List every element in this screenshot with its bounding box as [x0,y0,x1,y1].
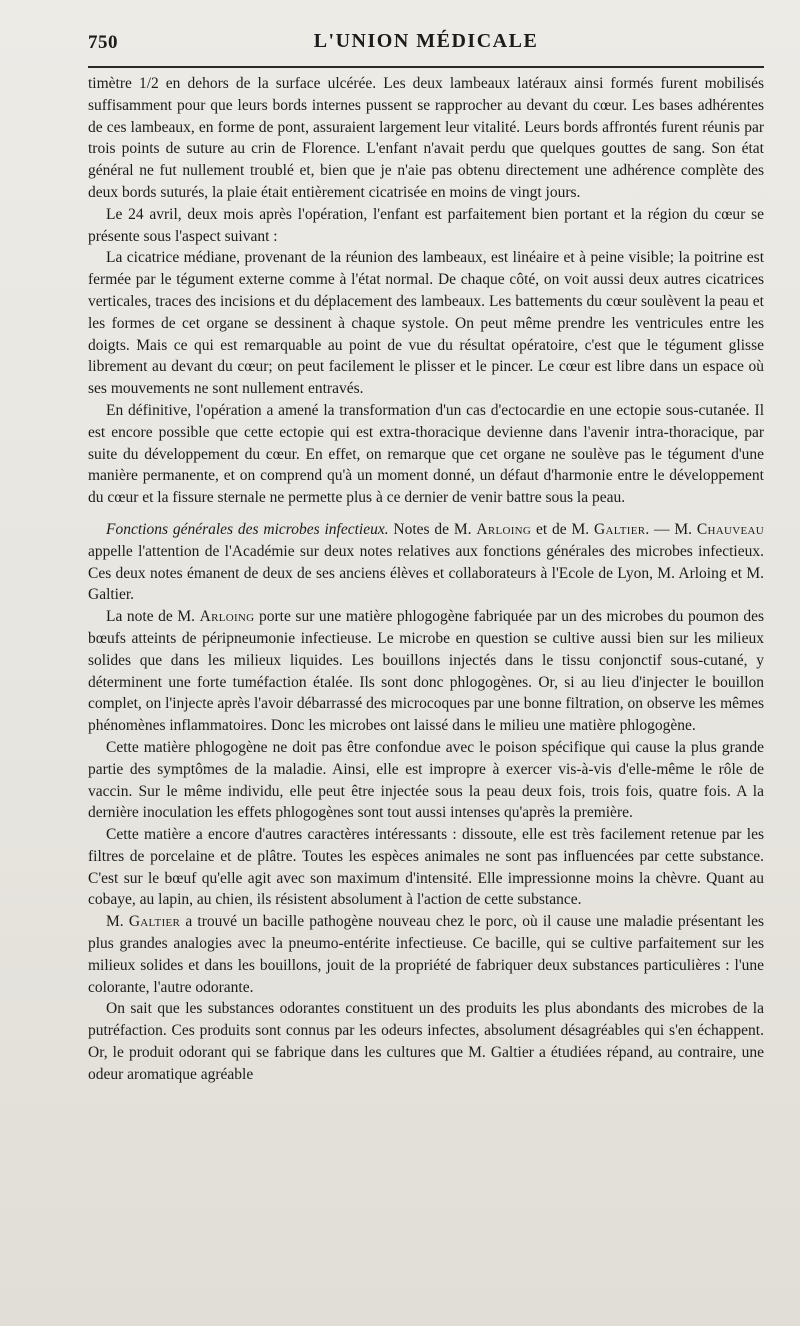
author-name: Galtier [128,913,181,931]
text-run: porte sur une matière phlogogène fabriquée par un des microbes du poumon des bœufs atteints de péripneumonie infectieuse. Le microbe en question se cultive aussi bien sur les milieux solides que dans les milieux liquides. Les bouillons injectés dans le tissu conjonctif sous-cutané, y déterminent une forte tuméfaction étalée. Ils sont donc phlogogènes. Or, si au lieu d'injecter le bouillon complet, on l'injecte après l'avoir débarrassé des microcoques par une bonne filtration, on observe les mêmes phénomènes inflammatoires. Donc les microbes ont laissé dans le milieu une matière phlogogène. [88,608,764,735]
page-header [88,26,764,60]
paragraph: timètre 1/2 en dehors de la surface ulcérée. Les deux lambeaux latéraux ainsi formés furent mobilisés suffisamment pour que leurs bords internes pussent se rapprocher au devant du cœur. Les bases adhérentes de ces lambeaux, en forme de pont, assuraient largement leur vitalité. Leurs bords affrontés furent réunis par trois points de suture au crin de Florence. L'enfant n'avait perdu que quelques gouttes de sang. Son état général ne fut nullement troublé et, bien que je n'aie pas obtenu directement une adhérence complète des deux bords suturés, la plaie était entièrement cicatrisée en moins de vingt jours. [88,75,764,201]
text-run: et de M. [531,520,594,538]
paragraph: La cicatrice médiane, provenant de la réunion des lambeaux, est linéaire et à peine visible; la poitrine est fermée par le tégument externe comme à l'état normal. De chaque côté, on voit aussi deux autres cicatrices verticales, traces des incisions et du déplacement des lambeaux. Les battements du cœur soulèvent la peau et les formes de cet organe se dessinent à chaque systole. On peut même prendre les ventricules entre les doigts. Mais ce qui est remarquable au point de vue du résultat opératoire, c'est que le tégument glisse librement au devant du cœur; on peut facilement le plisser et le pincer. Le cœur est libre dans un espace où ses mouvements ne sont nullement entravés. [88,249,764,398]
author-name: Chauveau [696,520,764,538]
author-name: Arloing [476,520,532,538]
article-body [88,73,764,1086]
author-name: Galtier [593,520,646,538]
header-rule [88,66,764,68]
paragraph: Cette matière phlogogène ne doit pas être confondue avec le poison spécifique qui cause la plus grande partie des symptômes de la maladie. Ainsi, elle est impropre à exercer vis-à-vis d'elle-même le rôle de vaccin. Sur le même individu, elle peut être injectée sous la peau deux fois, trois fois, quatre fois. A la dernière inoculation les effets phlogogènes sont tout aussi intenses qu'après la première. [88,738,764,822]
paragraph: En définitive, l'opération a amené la transformation d'un cas d'ectocardie en une ectopie sous-cutanée. Il est encore possible que cette ectopie qui est extra-thoracique devienne dans l'avenir intra-thoracique, par suite du développement du cœur. En effet, on remarque que cet organe ne soulève pas le tégument d'une manière permanente, et on comprend qu'à un moment donné, un défaut d'harmonie entre le développement du cœur et la fissure sternale ne permette plus à ce dernier de venir battre sous la peau. [88,401,764,507]
paragraph [88,606,764,737]
text-run: a trouvé un bacille pathogène nouveau chez le porc, où il cause une maladie présentant les plus grandes analogies avec la pneumo-entérite infectieuse. Ce bacille, qui se cultive parfaitement sur les milieux solides et dans les bouillons, jouit de la propriété de fabriquer deux substances particulières : l'une colorante, l'autre odorante. [88,913,764,996]
author-name: Arloing [199,608,255,626]
paragraph: Le 24 avril, deux mois après l'opération, l'enfant est parfaitement bien portant et la région du cœur se présente sous l'aspect suivant : [88,205,764,245]
text-run: M. [106,913,129,931]
paragraph: On sait que les substances odorantes constituent un des produits les plus abondants des microbes de la putréfaction. Ces produits sont connus par les odeurs infectes, absolument désagréables qui s'en échappent. Or, le produit odorant qui se fabrique dans les cultures que M. Galtier a étudiées répand, au contraire, une odeur aromatique agréable [88,1000,764,1083]
section-paragraph [88,519,764,606]
text-run: La note de M. [106,608,200,626]
running-title: L'UNION MÉDICALE [313,30,539,52]
paragraph [88,911,764,998]
paragraph: Cette matière a encore d'autres caractères intéressants : dissoute, elle est très facilement retenue par les filtres de porcelaine et de plâtre. Toutes les espèces animales ne sont pas influencées par cette substance. C'est sur le bœuf qu'elle agit avec son maximum d'intensité. Elle impressionne moins la chèvre. Quant au cobaye, au lapin, au chien, ils résistent absolument à l'action de cette substance. [88,826,764,909]
text-run: appelle l'attention de l'Académie sur deux notes relatives aux fonctions générales des microbes infectieux. Ces deux notes émanent de deux de ses anciens élèves et collaborateurs à l'Ecole de Lyon, M. Arloing et M. Galtier. [88,542,764,604]
text-run: . — M. [645,520,697,538]
page-number: 750 [88,32,118,53]
section-title: Fonctions générales des microbes infectieux. [106,520,389,538]
text-run: Notes de M. [388,520,477,538]
